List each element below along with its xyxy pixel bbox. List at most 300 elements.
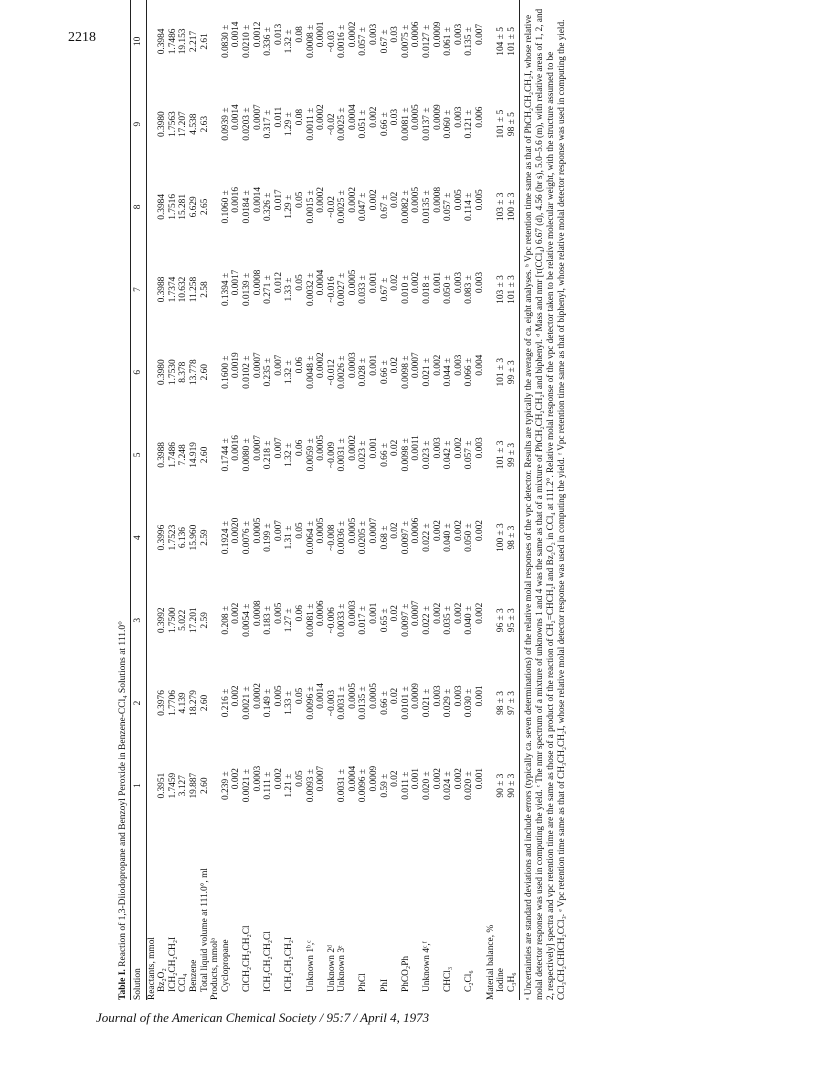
table-cell: 0.3984 (157, 193, 168, 220)
table-cell: 103 ± 3 (496, 275, 507, 304)
cell-value: 0.67 ± (379, 29, 390, 54)
table-cell: 101 ± 3 (507, 248, 520, 331)
table-cell: 99 ± 3 (507, 414, 520, 497)
table-cell (263, 744, 284, 827)
cell-value: 0.020 ± (464, 771, 475, 800)
section-row (486, 0, 497, 1000)
table-cell: 3.127 (178, 775, 189, 797)
table-row (178, 0, 189, 1000)
cell-value: 0.033 ± (358, 275, 369, 304)
table-cell (327, 83, 338, 166)
cell-error: 0.003 (369, 23, 380, 45)
cell-error: 0.02 (390, 191, 401, 209)
cell-error: 0.006 (475, 106, 485, 128)
cell-error: 0.0014 (316, 683, 327, 709)
cell-value: 0.0031 ± (337, 686, 348, 720)
table-body (146, 0, 520, 1000)
table-cell (242, 579, 263, 662)
cell-error: 0.0009 (432, 104, 443, 131)
cell-error: 0.02 (390, 687, 401, 705)
section-row (210, 0, 221, 1000)
cell-error: 0.0005 (347, 517, 358, 544)
cell-error: 0.0007 (411, 352, 422, 379)
cell-error: 0.0005 (252, 517, 263, 544)
cell-error: 0.0004 (316, 269, 327, 296)
table-cell (284, 579, 305, 662)
cell-error: 0.005 (273, 602, 284, 624)
table-cell (422, 0, 443, 83)
table-row (464, 0, 485, 1000)
table-cell: 2.65 (199, 198, 210, 216)
table-cell (221, 496, 242, 579)
cell-error: 0.0008 (252, 600, 263, 627)
cell-value: 0.022 ± (422, 523, 433, 552)
cell-error: 0.002 (231, 685, 242, 707)
table-row (507, 0, 520, 1000)
cell-error: 0.017 (273, 189, 284, 211)
table-cell (263, 166, 284, 249)
cell-value: 0.040 ± (443, 523, 454, 552)
cell-value: 1.32 ± (284, 442, 295, 467)
cell-value: 0.0081 ± (305, 603, 316, 637)
table-cell (358, 496, 379, 579)
table-caption-label: Table I. (118, 969, 128, 1000)
table-cell (422, 744, 443, 827)
row-label: CHCl₃ (443, 966, 454, 992)
cell-value: ~0.003 (326, 689, 337, 717)
cell-value: 0.0830 ± (220, 24, 231, 59)
cell-error: 0.0012 (252, 21, 263, 48)
table-cell (221, 83, 242, 166)
table-cell: 1.7530 (167, 359, 178, 386)
cell-value: 0.047 ± (358, 192, 369, 222)
cell-value: 0.030 ± (464, 688, 475, 718)
cell-error: 0.0019 (231, 352, 242, 379)
cell-error: 0.0005 (316, 517, 327, 544)
table-row (306, 0, 327, 1000)
table-cell: 6.629 (188, 196, 199, 218)
table-cell: 0.3951 (157, 772, 168, 799)
cell-error: 0.007 (273, 354, 284, 376)
table-cell (401, 414, 422, 497)
table-cell (337, 414, 358, 497)
cell-error: 0.05 (294, 274, 305, 291)
cell-value: 0.0135 ± (358, 686, 369, 720)
row-label: Bz₂O₂ (157, 968, 168, 992)
cell-value: 0.336 ± (263, 27, 274, 56)
table-cell (401, 166, 422, 249)
table-caption-text: Reaction of 1,3-Diiodopropane and Benzoyl Peroxide in Benzene-CCl₄ Solutions at 111.0° (118, 621, 128, 967)
cell-error: 0.007 (273, 437, 284, 459)
cell-error: 0.003 (475, 437, 485, 459)
cell-value: 0.060 ± (443, 109, 454, 139)
table-cell (380, 166, 401, 249)
cell-error: 0.06 (294, 357, 305, 374)
column-header: 5 (131, 414, 147, 497)
table-row (358, 0, 379, 1000)
table-cell: 0.3980 (157, 111, 168, 138)
cell-error: 0.0014 (252, 186, 263, 213)
cell-value: 0.0205 ± (358, 520, 369, 555)
cell-error: 0.08 (294, 26, 305, 43)
table-cell: 99 ± 3 (507, 331, 520, 414)
table-cell (337, 166, 358, 249)
cell-value: 0.149 ± (263, 688, 274, 718)
table-cell: 101 ± 3 (496, 440, 507, 470)
cell-value: 0.68 ± (379, 525, 390, 550)
cell-value: 0.0054 ± (241, 603, 252, 637)
table-cell: 101 ± 5 (496, 109, 507, 139)
table-cell: 19.153 (178, 28, 189, 55)
table-cell: 17.201 (188, 607, 199, 634)
cell-error: 0.0016 (231, 435, 242, 461)
table-cell: 10.632 (178, 276, 189, 303)
cell-value: 0.0032 ± (305, 272, 316, 307)
table-cell: 0.3976 (157, 690, 168, 716)
cell-error: 0.005 (273, 685, 284, 707)
cell-error: 0.02 (390, 357, 401, 374)
cell-value: 0.028 ± (358, 357, 369, 387)
table-cell (221, 248, 242, 331)
cell-value: 0.011 ± (400, 771, 411, 800)
table-cell (337, 248, 358, 331)
cell-error: 0.0005 (316, 435, 327, 461)
table-cell (464, 579, 485, 662)
table-cell: 2.58 (199, 281, 210, 298)
cell-value: 0.061 ± (443, 27, 454, 56)
row-label: ICH₂CH₂CH₂Cl (263, 931, 274, 992)
cell-error: 0.0002 (316, 352, 327, 379)
table-cell: 17.207 (178, 111, 189, 138)
row-label: Benzene (188, 959, 199, 992)
cell-value: 0.066 ± (464, 357, 475, 387)
cell-error: 0.0009 (369, 765, 380, 792)
table-cell (422, 331, 443, 414)
table-cell: 19.887 (188, 772, 199, 799)
table-cell: 2.60 (199, 694, 210, 712)
cell-value: 0.022 ± (422, 605, 433, 635)
cell-error: 0.0004 (347, 104, 358, 131)
table-cell (337, 744, 358, 827)
cell-value: 0.029 ± (443, 688, 454, 718)
table-row (263, 0, 284, 1000)
cell-value: 0.66 ± (379, 112, 390, 137)
table-cell (401, 331, 422, 414)
header-label: Solution (131, 827, 147, 1000)
table-cell (401, 744, 422, 827)
row-label: Total liquid volume at 111.0°, ml (199, 868, 210, 992)
table-cell (337, 0, 358, 83)
table-cell: 2.61 (199, 33, 210, 50)
cell-value: ~0.006 (326, 607, 337, 634)
table-row (189, 0, 200, 1000)
row-label: ICH₂CH₂CH₂I (284, 936, 295, 992)
table-cell (327, 579, 338, 662)
cell-error: 0.0008 (252, 269, 263, 296)
cell-error: 0.0002 (347, 435, 358, 461)
row-label: Unknown 1ᵇ,ᶜ (305, 940, 316, 992)
table-cell (306, 166, 327, 249)
column-header: 1 (131, 744, 147, 827)
table-cell: 96 ± 3 (496, 608, 507, 633)
table-cell: 1.7486 (167, 28, 178, 55)
table-cell: 1.7374 (167, 276, 178, 303)
table-cell (284, 414, 305, 497)
table-cell (263, 331, 284, 414)
table-cell (327, 331, 338, 414)
cell-error: 0.0007 (252, 352, 263, 379)
cell-value: 0.0033 ± (337, 603, 348, 637)
table-cell: 4.538 (188, 113, 199, 135)
cell-value: 0.0011 ± (305, 107, 316, 141)
table-cell: 2.63 (199, 115, 210, 133)
table-row (168, 0, 179, 1000)
table-cell (306, 331, 327, 414)
column-header: 6 (131, 331, 147, 414)
table-cell (284, 331, 305, 414)
table-cell (327, 166, 338, 249)
table-cell (263, 579, 284, 662)
table-cell (284, 166, 305, 249)
table-cell: 98 ± 3 (496, 691, 507, 715)
cell-value: 0.0031 ± (337, 438, 348, 472)
cell-error: 0.03 (390, 26, 401, 43)
table-cell (337, 579, 358, 662)
table-row (157, 0, 168, 1000)
table-cell: 5.022 (178, 609, 189, 631)
cell-value: 0.044 ± (443, 357, 454, 387)
cell-value: 0.67 ± (379, 277, 390, 302)
cell-error: 0.0011 (411, 435, 422, 461)
table-cell (422, 496, 443, 579)
cell-error: 0.02 (390, 770, 401, 787)
cell-value: ~0.009 (326, 441, 337, 468)
cell-error: 0.0007 (316, 765, 327, 792)
cell-value: 0.0036 ± (337, 520, 348, 555)
cell-error: 0.0003 (347, 600, 358, 627)
cell-error: 0.001 (369, 354, 380, 376)
table-cell (263, 248, 284, 331)
table-cell (242, 744, 263, 827)
cell-error: 0.02 (390, 522, 401, 539)
table-cell (284, 744, 305, 827)
cell-error: 0.003 (475, 271, 485, 294)
cell-value: 0.0101 ± (400, 686, 411, 720)
footnotes-text: ᵃ Uncertainties are standard deviations and include errors (typically ca. seven determinations) of the relative molal responses of the vpc detector. Results are typically the average of ca. eight analyses. ᵇ Vpc retention time same as that of PhCH₂CH₂CH₂I, whose relative molal detector response was used in computing the yield. ᶜ The nmr spectrum of a mixture of unknowns 1 and 4 was the same as that of a mixture of PhCH₂CH₂CH₂I and biphenyl. ᵈ Mass and nmr [τ(CCl₄) 6.67 (d), 4.56 (br s), 5.0–5.6 (m), with relative areas of 1, 2, and 2, respectively] spectra and vpc retention time are the same as those of a product of the reaction of CH₂=CHCH₂I and Bz₂O₂ in CCl₄ at 111.2°. Relative molal response of the vpc detector taken to be relative molecular weight, with the structure assumed to be CCl₃CH₂CHICH₂CCl₃. ᵉ Vpc retention time same as that of CH₃CH₂CH₂I, whose relative molal detector response was used in computing the yield. ᶠ Vpc retention time same as that of biphenyl, whose relative molal detector response was used in computing the yield. (523, 8, 566, 1000)
cell-error: 0.003 (453, 271, 464, 294)
table-cell: 98 ± 5 (507, 83, 520, 166)
cell-value: 1.29 ± (284, 112, 295, 137)
row-label: C₂Cl₆ (464, 970, 475, 992)
row-label: ClCH₂CH₂CH₂Cl (241, 925, 252, 992)
table-cell (242, 496, 263, 579)
cell-value: ~0.016 (326, 276, 337, 303)
cell-value: 0.0025 ± (337, 107, 348, 141)
table-row (443, 0, 464, 1000)
cell-value: 0.0097 ± (400, 603, 411, 637)
table-cell (263, 0, 284, 83)
table-cell: 2.60 (199, 364, 210, 381)
table-cell (337, 662, 358, 745)
cell-error: 0.0006 (316, 600, 327, 627)
cell-value: 0.042 ± (443, 440, 454, 470)
table-cell (327, 496, 338, 579)
table-cell (221, 744, 242, 827)
table-cell (464, 166, 485, 249)
table-cell (327, 744, 338, 827)
cell-error: 0.002 (453, 602, 464, 624)
cell-error: 0.0003 (252, 765, 263, 792)
table-cell: 103 ± 3 (496, 192, 507, 222)
cell-value: 0.023 ± (422, 440, 433, 470)
cell-error: 0.004 (475, 354, 485, 376)
cell-value: 0.023 ± (358, 440, 369, 470)
table-cell (337, 496, 358, 579)
cell-value: 0.0075 ± (400, 24, 411, 59)
cell-error: 0.002 (273, 768, 284, 790)
table-row (221, 0, 242, 1000)
row-label: Unknown 2ᵈ (326, 945, 337, 992)
table-cell: 6.136 (178, 527, 189, 549)
table-cell (242, 414, 263, 497)
table-cell (443, 414, 464, 497)
table-cell (401, 83, 422, 166)
cell-value: 0.0137 ± (422, 107, 433, 141)
cell-error: 0.002 (432, 602, 443, 624)
cell-value: 0.0026 ± (337, 355, 348, 389)
table-cell: 2.217 (188, 30, 199, 52)
table-cell (464, 744, 485, 827)
table-cell: 0.3992 (157, 607, 168, 634)
cell-value: 1.29 ± (284, 194, 295, 219)
cell-value: 0.0184 ± (241, 190, 252, 224)
table-cell (464, 248, 485, 331)
cell-error: 0.0005 (369, 683, 380, 709)
table-row (284, 0, 305, 1000)
table-cell: 1.7459 (167, 772, 178, 799)
cell-value: 0.0097 ± (400, 520, 411, 555)
table-cell: 0.3980 (157, 359, 168, 386)
cell-error: 0.002 (432, 520, 443, 542)
cell-error: 0.0017 (231, 269, 242, 296)
table-cell (242, 248, 263, 331)
table-cell: 18.279 (188, 690, 199, 716)
table-cell (284, 248, 305, 331)
cell-error: 0.06 (294, 439, 305, 457)
cell-error: 0.0002 (347, 21, 358, 48)
cell-value: 0.0093 ± (305, 769, 316, 803)
table-row (380, 0, 401, 1000)
cell-error: 0.0005 (411, 186, 422, 213)
cell-value: 0.0059 ± (305, 438, 316, 472)
cell-value: 0.317 ± (263, 109, 274, 139)
table-cell (358, 166, 379, 249)
cell-value: 0.0080 ± (241, 438, 252, 472)
cell-value: 0.326 ± (263, 192, 274, 222)
cell-error: 0.003 (453, 106, 464, 128)
section-label: Material balance, % (485, 924, 496, 1000)
cell-value: 1.33 ± (284, 277, 295, 302)
cell-error: 0.0009 (411, 683, 422, 709)
table-cell (358, 744, 379, 827)
rotated-table-block (118, 0, 698, 1000)
cell-value: 0.0081 ± (400, 107, 411, 141)
table-cell: 90 ± 3 (507, 744, 520, 827)
table-cell: 15.960 (188, 524, 199, 551)
table-caption (118, 0, 128, 1000)
table-cell (242, 0, 263, 83)
cell-error: 0.001 (411, 768, 422, 790)
cell-error: 0.002 (231, 602, 242, 624)
column-header: 8 (131, 166, 147, 249)
column-header: 4 (131, 496, 147, 579)
table-cell (284, 0, 305, 83)
cell-value: 0.0016 ± (337, 24, 348, 59)
table-cell (443, 166, 464, 249)
table-cell (263, 662, 284, 745)
table-cell (358, 579, 379, 662)
cell-value: 0.183 ± (263, 605, 274, 635)
column-header: 9 (131, 83, 147, 166)
cell-value: 0.239 ± (220, 771, 231, 800)
table-cell (284, 662, 305, 745)
cell-value: 0.0031 ± (337, 769, 348, 803)
table-cell (358, 248, 379, 331)
table-cell: 1.7706 (167, 690, 178, 716)
cell-value: 1.33 ± (284, 691, 295, 715)
table-cell (464, 83, 485, 166)
cell-error: 0.0016 (231, 186, 242, 213)
cell-value: 0.0096 ± (358, 769, 369, 803)
cell-error: 0.002 (453, 768, 464, 790)
table-cell (221, 662, 242, 745)
cell-value: 0.0139 ± (241, 272, 252, 307)
cell-error: 0.0007 (369, 517, 380, 544)
cell-value: 0.0076 ± (241, 520, 252, 555)
cell-error: 0.002 (475, 602, 485, 624)
table-cell: 95 ± 3 (507, 579, 520, 662)
cell-error: 0.001 (475, 685, 485, 707)
cell-error: 0.05 (294, 191, 305, 209)
table-cell (464, 496, 485, 579)
cell-error: 0.0007 (252, 435, 263, 461)
cell-value: 1.32 ± (284, 360, 295, 385)
cell-value: 0.051 ± (358, 109, 369, 139)
table-cell (306, 744, 327, 827)
cell-value: ~0.008 (326, 524, 337, 551)
table-cell: 7.248 (178, 444, 189, 466)
cell-value: 0.020 ± (422, 771, 433, 800)
table-cell: 0.3996 (157, 524, 168, 551)
table-cell (242, 662, 263, 745)
cell-error: 0.003 (432, 685, 443, 707)
table-cell (443, 662, 464, 745)
table-cell (380, 0, 401, 83)
table-cell (263, 83, 284, 166)
table-cell (306, 579, 327, 662)
table-cell (306, 248, 327, 331)
cell-error: 0.0003 (347, 352, 358, 379)
table-cell (327, 414, 338, 497)
cell-error: 0.06 (294, 605, 305, 622)
table-cell: 0.3988 (157, 442, 168, 468)
table-cell (380, 579, 401, 662)
table-cell (284, 83, 305, 166)
cell-error: 0.0001 (316, 21, 327, 48)
row-label: Iodine (496, 968, 507, 992)
cell-value: 0.59 ± (379, 773, 390, 798)
cell-error: 0.0004 (347, 765, 358, 792)
